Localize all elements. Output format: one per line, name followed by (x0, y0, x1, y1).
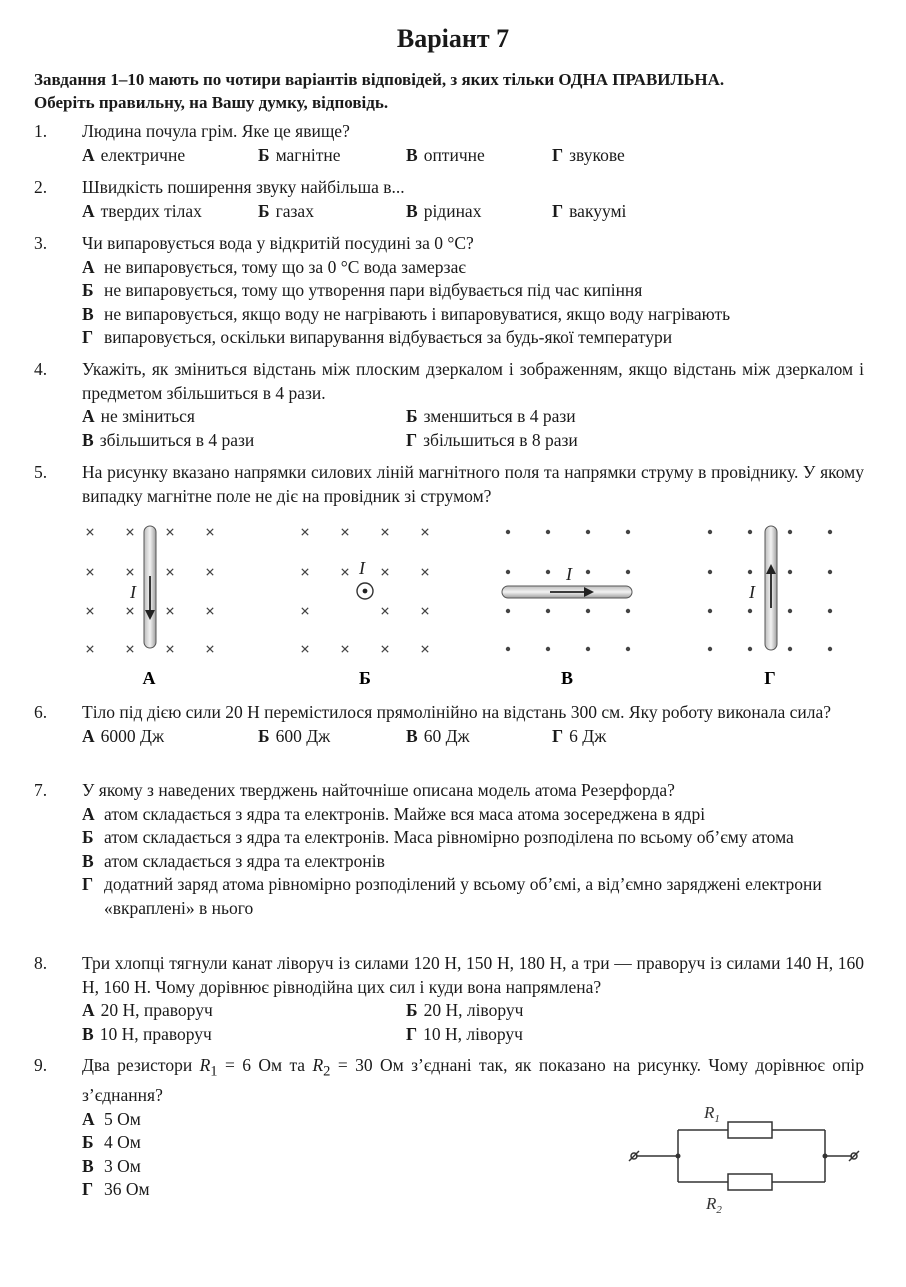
option-text: не зміниться (100, 406, 195, 426)
option-text: твердих тілах (100, 200, 202, 221)
option-text: вакуумі (569, 200, 627, 221)
option-b[interactable] (258, 725, 330, 749)
current-label: I (130, 582, 136, 602)
magnetic-field-figure (70, 518, 850, 693)
option-letter: Г (82, 874, 94, 894)
question-number: 1. (34, 121, 48, 141)
option-b[interactable] (406, 405, 576, 429)
option-text: 600 Дж (275, 725, 331, 746)
option-a[interactable] (82, 999, 213, 1023)
field-dot-mark (828, 609, 832, 613)
field-dot-mark (748, 570, 752, 574)
options (82, 200, 864, 224)
option-letter: А (82, 144, 95, 165)
field-dot-mark (586, 570, 590, 574)
option-b[interactable] (406, 999, 523, 1023)
option-letter: Г (406, 430, 418, 450)
option-d[interactable] (552, 200, 626, 224)
question-number: 9. (34, 1055, 48, 1075)
option-letter: Б (258, 200, 270, 221)
field-dot-mark (506, 609, 510, 613)
option-letter: Б (406, 1000, 418, 1020)
option-letter: Б (258, 144, 270, 165)
option-letter: В (82, 303, 94, 324)
option-c[interactable] (406, 200, 481, 224)
parallel-circuit-diagram (620, 1092, 870, 1217)
question-text: Швидкість поширення звуку найбільша в... (82, 177, 405, 197)
current-label: I (359, 558, 365, 578)
option-d[interactable] (406, 1023, 523, 1047)
question-number: 4. (34, 359, 48, 379)
option-text: 5 Ом (104, 1108, 141, 1129)
option-d[interactable] (82, 873, 864, 920)
option-text: не випаровується, тому що за 0 °C вода замерзає (104, 256, 466, 277)
question-text: На рисунку вказано напрямки силових ліній магнітного поля та напрямки струму в провіднику. У якому випадку магнітне поле не діє на провідник зі струмом? (82, 462, 864, 506)
option-text: 36 Ом (104, 1179, 150, 1199)
option-letter: В (82, 1155, 94, 1176)
option-text: не випаровується, тому що утворення пари відбувається під час кипіння (104, 280, 643, 300)
option-letter: Г (552, 200, 564, 221)
question-text: Тіло під дією сили 20 Н перемістилося прямолінійно на відстань 300 см. Яку роботу виконала сила? (82, 702, 831, 722)
options (82, 999, 864, 1047)
field-dot-mark (586, 609, 590, 613)
option-letter: А (82, 256, 95, 277)
field-dot-mark (708, 530, 712, 534)
option-letter: Г (82, 327, 94, 347)
option-text: 3 Ом (104, 1155, 141, 1176)
option-text: 60 Дж (423, 725, 470, 746)
field-dot-mark (586, 647, 590, 651)
option-letter: Б (406, 406, 418, 426)
resistor-symbol: R (199, 1055, 211, 1075)
question-number: 7. (34, 780, 48, 800)
option-letter: В (82, 850, 94, 871)
option-text: 20 Н, праворуч (100, 1000, 213, 1020)
option-letter: В (406, 200, 418, 221)
option-a[interactable] (82, 725, 164, 749)
option-letter: В (82, 1024, 94, 1044)
question-2 (34, 176, 864, 224)
text-part: = 30 Ом з’єднані так, як показано на рисунку. Чому дорівнює опір з’єднання? (82, 1055, 865, 1105)
field-dot-mark (506, 530, 510, 534)
question-3 (34, 232, 864, 350)
option-letter: А (82, 200, 95, 221)
option-letter: Б (82, 280, 94, 300)
option-c[interactable] (406, 725, 470, 749)
resistor-subscript: 1 (210, 1063, 218, 1080)
option-text: 6 Дж (569, 725, 607, 746)
figure-label-d: Г (764, 668, 776, 688)
option-text: 4 Ом (104, 1132, 141, 1152)
field-dot-mark (708, 570, 712, 574)
field-dot-mark (828, 530, 832, 534)
field-dot-mark (788, 530, 792, 534)
resistor-subscript: 2 (323, 1063, 331, 1080)
question-number: 8. (34, 953, 48, 973)
field-dot-mark (506, 570, 510, 574)
option-text: 10 Н, праворуч (99, 1024, 212, 1044)
option-d[interactable] (82, 326, 864, 350)
option-c[interactable] (82, 303, 864, 327)
field-dot-mark (626, 570, 630, 574)
field-dot-mark (586, 530, 590, 534)
option-text: електричне (100, 144, 186, 165)
figure-label-c: В (560, 668, 574, 688)
option-letter: В (82, 430, 94, 450)
figure-label-a: А (142, 668, 156, 688)
field-dot-mark (828, 570, 832, 574)
option-d[interactable] (552, 144, 625, 168)
options (82, 725, 864, 749)
field-dot-mark (708, 647, 712, 651)
option-letter: А (82, 725, 95, 746)
junction (676, 1154, 681, 1159)
option-text: 6000 Дж (100, 725, 165, 746)
field-dot-mark (546, 647, 550, 651)
field-dot-mark (828, 647, 832, 651)
option-text: 10 Н, ліворуч (423, 1024, 523, 1044)
option-b[interactable] (258, 144, 341, 168)
option-letter: Г (552, 725, 564, 746)
option-b[interactable] (82, 279, 864, 303)
option-a[interactable] (82, 256, 864, 280)
option-b[interactable] (82, 826, 864, 850)
question-5 (34, 461, 864, 508)
option-text: збільшиться в 8 рази (423, 430, 578, 450)
figure-c[interactable] (502, 530, 632, 651)
text-part: Два резистори (82, 1055, 200, 1075)
option-letter: В (406, 144, 418, 165)
option-c[interactable] (82, 1023, 212, 1047)
current-out-dot (363, 589, 368, 594)
option-text: атом складається з ядра та електронів (104, 850, 385, 871)
question-text: У якому з наведених тверджень найточніше описана модель атома Резерфорда? (82, 780, 675, 800)
instructions (34, 68, 874, 114)
option-text: атом складається з ядра та електронів. Маса рівномірно розподілена по всьому об’єму атома (104, 827, 794, 847)
option-letter: А (82, 1108, 95, 1129)
question-number: 5. (34, 462, 48, 482)
junction (823, 1154, 828, 1159)
option-letter: В (406, 725, 418, 746)
option-text: звукове (569, 144, 625, 165)
question-text: Три хлопці тягнули канат ліворуч із силами 120 Н, 150 Н, 180 Н, а три — праворуч із силами 140 Н, 160 Н, 160 Н. Чому дорівнює рівнодійна цих сил і куди вона напрямлена? (82, 953, 864, 997)
option-text: атом складається з ядра та електронів. Майже вся маса атома зосереджена в ядрі (104, 803, 706, 824)
field-dot-mark (708, 609, 712, 613)
option-letter: А (82, 1000, 95, 1020)
question-8 (34, 952, 864, 1047)
field-dot-mark (546, 530, 550, 534)
question-7 (34, 779, 864, 920)
option-text: збільшиться в 4 рази (99, 430, 255, 450)
figure-label-b: Б (359, 668, 371, 688)
option-a[interactable] (82, 405, 195, 429)
option-letter: Б (82, 1132, 94, 1152)
text-part: = 6 Ом та (217, 1055, 313, 1075)
field-dot-mark (748, 609, 752, 613)
option-a[interactable] (82, 200, 202, 224)
question-number: 3. (34, 233, 48, 253)
option-letter: Г (552, 144, 564, 165)
question-number: 2. (34, 177, 48, 197)
field-dot-mark (748, 647, 752, 651)
option-text: рідинах (423, 200, 482, 221)
field-dot-mark (788, 647, 792, 651)
field-dot-mark (788, 570, 792, 574)
field-dot-mark (748, 530, 752, 534)
question-6 (34, 701, 864, 749)
option-a[interactable] (82, 803, 864, 827)
option-text: 20 Н, ліворуч (423, 1000, 524, 1020)
question-text: Людина почула грім. Яке це явище? (82, 121, 350, 141)
question-1 (34, 120, 864, 168)
option-letter: Б (82, 827, 94, 847)
options (82, 405, 864, 453)
option-letter: А (82, 406, 95, 426)
field-dot-mark (626, 609, 630, 613)
option-letter: Г (406, 1024, 418, 1044)
resistor-r2 (728, 1174, 772, 1190)
option-letter: А (82, 803, 95, 824)
question-text: Чи випаровується вода у відкритій посудині за 0 °C? (82, 233, 474, 253)
option-text: не випаровується, якщо воду не нагрівають і випаровуватися, якщо воду нагрівають (104, 303, 731, 324)
options (82, 803, 864, 921)
option-a[interactable] (82, 144, 185, 168)
figure-d[interactable] (708, 526, 832, 651)
question-text: Укажіть, як зміниться відстань між плоским дзеркалом і зображенням, якщо відстань між дзеркалом і предметом збільшиться в 4 рази. (82, 359, 864, 403)
field-dot-mark (546, 609, 550, 613)
options (82, 144, 864, 168)
resistor-symbol: R (312, 1055, 324, 1075)
r1-label: $R_1$ (704, 1103, 720, 1125)
current-label: I (749, 582, 755, 602)
field-dot-mark (506, 647, 510, 651)
r2-label: $R_2$ (706, 1194, 722, 1216)
option-d[interactable] (552, 725, 606, 749)
option-b[interactable] (258, 200, 314, 224)
field-dot-mark (626, 530, 630, 534)
option-letter: Г (82, 1179, 94, 1199)
instructions-line: Оберіть правильну, на Вашу думку, відповідь. (34, 93, 389, 112)
field-dot-mark (788, 609, 792, 613)
option-text: магнітне (275, 144, 341, 165)
option-c[interactable] (82, 429, 254, 453)
option-text: додатний заряд атома рівномірно розподілений у всьому об’ємі, а від’ємно заряджені електрони «вкраплені» в нього (104, 874, 822, 918)
instructions-line: Завдання 1–10 мають по чотири варіантів відповідей, з яких тільки ОДНА ПРАВИЛЬНА. (34, 70, 725, 89)
question-number: 6. (34, 702, 48, 722)
field-dot-mark (626, 647, 630, 651)
question-4 (34, 358, 864, 453)
option-text: газах (275, 200, 314, 221)
option-text: випаровується, оскільки випарування відбувається за будь-якої температури (104, 327, 673, 347)
field-dot-mark (546, 570, 550, 574)
option-text: оптичне (423, 144, 485, 165)
option-letter: Б (258, 725, 270, 746)
option-c[interactable] (406, 144, 485, 168)
option-d[interactable] (406, 429, 578, 453)
option-text: зменшиться в 4 рази (423, 406, 576, 426)
option-c[interactable] (82, 850, 864, 874)
options (82, 256, 864, 350)
figure-b[interactable] (302, 529, 428, 652)
resistor-r1 (728, 1122, 772, 1138)
page-title: Варіант 7 (396, 24, 510, 53)
current-label: I (566, 564, 572, 584)
figure-a[interactable] (87, 526, 213, 652)
